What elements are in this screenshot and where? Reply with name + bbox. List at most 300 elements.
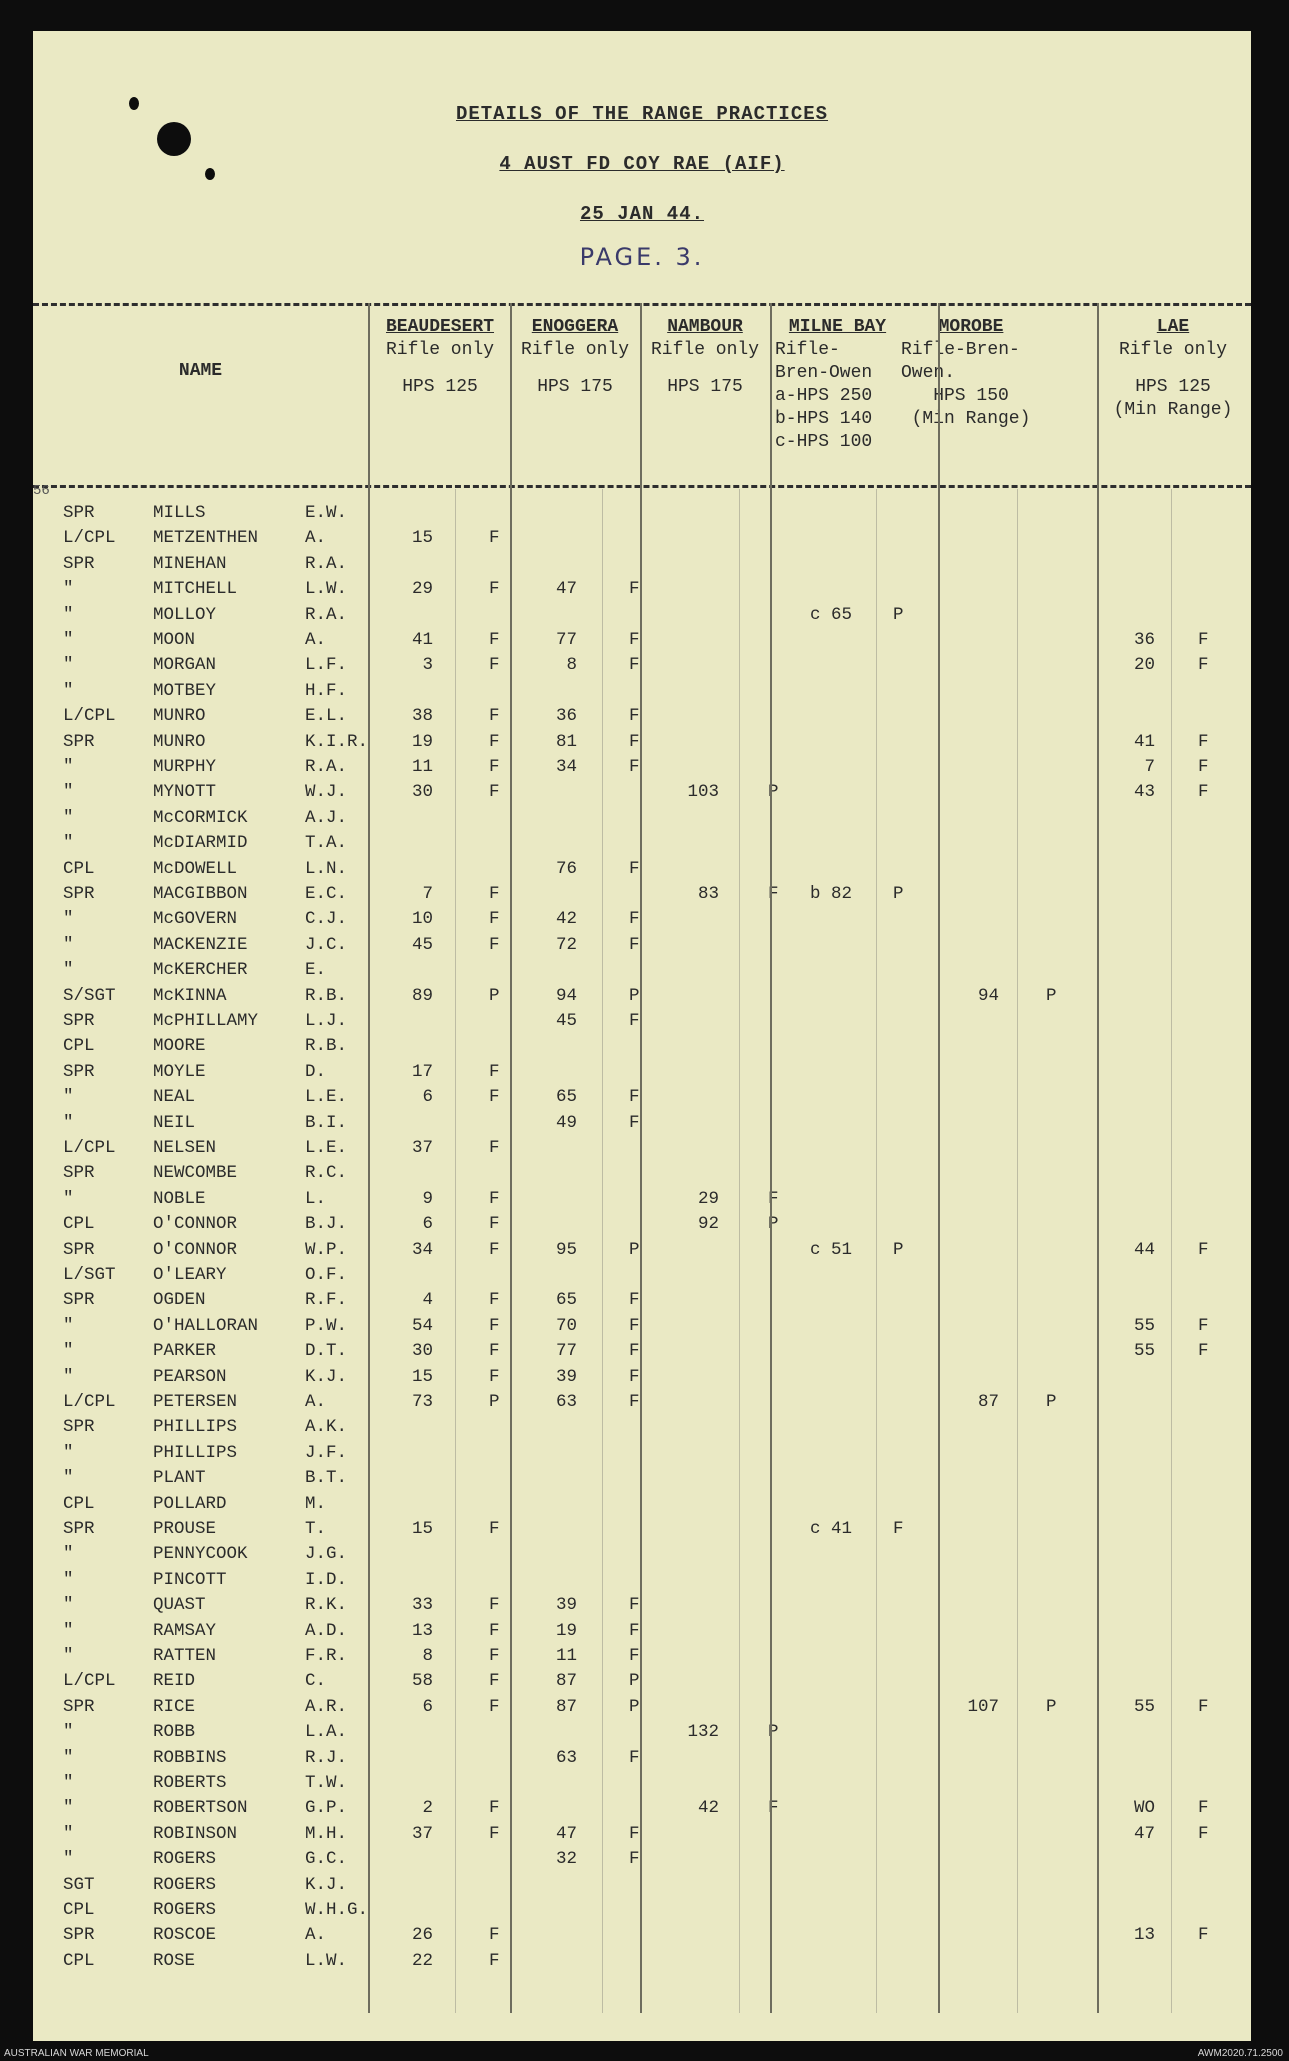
result-cell: F [629, 1290, 640, 1311]
result-cell: F [629, 1112, 640, 1133]
range-weapon: Rifle only [520, 340, 630, 360]
result-cell: F [1198, 1823, 1209, 1844]
initials-cell: W.J. [305, 782, 348, 803]
initials-cell: A.D. [305, 1620, 348, 1641]
table-row [33, 528, 1251, 553]
initials-cell: R.B. [305, 1036, 348, 1057]
result-cell: F [489, 1925, 500, 1946]
result-cell: F [489, 579, 500, 600]
initials-cell: L.A. [305, 1722, 348, 1743]
table-row [33, 1417, 1251, 1442]
result-cell: F [629, 757, 640, 777]
surname-cell: RAMSAY [153, 1620, 217, 1641]
table-row [33, 503, 1251, 528]
surname-cell: MYNOTT [153, 782, 217, 803]
score-cell: 63 [555, 1392, 577, 1412]
initials-cell: J.G. [305, 1544, 348, 1565]
result-cell: P [768, 1214, 779, 1235]
score-cell: 34 [555, 757, 577, 777]
initials-cell: M. [305, 1493, 327, 1514]
result-cell: F [768, 1188, 779, 1209]
result-cell: F [489, 1341, 500, 1362]
score-cell: 55 [1133, 1315, 1155, 1336]
table-row [33, 1875, 1251, 1900]
initials-cell: G.C. [305, 1849, 348, 1870]
rank-cell: " [63, 1188, 74, 1209]
result-cell: F [629, 706, 640, 727]
score-cell: 33 [411, 1595, 433, 1616]
surname-cell: QUAST [153, 1595, 206, 1616]
score-cell: 44 [1133, 1239, 1155, 1260]
score-cell: 55 [1133, 1696, 1155, 1717]
score-cell: 19 [411, 731, 433, 752]
score-cell: 9 [422, 1188, 433, 1209]
range-hps: HPS 175 [667, 377, 743, 397]
score-cell: 94 [977, 985, 999, 1006]
initials-cell: A.J. [305, 807, 348, 828]
range-weapon: Rifle-Bren- Owen. [901, 340, 1020, 383]
rank-cell: SPR [63, 1290, 95, 1311]
result-cell: F [489, 1087, 500, 1108]
page-number: PAGE. 3. [579, 243, 705, 271]
table-row [33, 1443, 1251, 1468]
sub-column-divider [1017, 489, 1018, 2013]
surname-cell: PHILLIPS [153, 1417, 238, 1438]
surname-cell: NOBLE [153, 1188, 206, 1209]
score-cell: 8 [422, 1646, 433, 1666]
surname-cell: ROSCOE [153, 1925, 217, 1946]
score-cell: 89 [411, 985, 433, 1006]
table-row [33, 1595, 1251, 1620]
initials-cell: R.C. [305, 1163, 348, 1184]
score-cell: 63 [555, 1747, 577, 1768]
score-cell: 38 [411, 706, 433, 727]
range-location: MILNE BAY [788, 317, 887, 337]
initials-cell: E.W. [305, 503, 348, 523]
score-cell: 29 [697, 1188, 719, 1209]
score-cell: c 41 [810, 1519, 853, 1539]
surname-cell: MUNRO [153, 731, 206, 752]
score-cell: 41 [411, 630, 433, 650]
score-cell: 8 [566, 655, 577, 676]
table-row [33, 1036, 1251, 1061]
table-row [33, 1189, 1251, 1214]
result-cell: F [489, 757, 500, 777]
result-cell: F [629, 579, 640, 600]
table-row [33, 1570, 1251, 1595]
result-cell: F [629, 1315, 640, 1336]
surname-cell: ROGERS [153, 1849, 217, 1870]
result-cell: F [629, 1087, 640, 1108]
result-cell: F [489, 1620, 500, 1641]
rank-cell: " [63, 1646, 74, 1666]
initials-cell: H.F. [305, 680, 348, 701]
result-cell: F [489, 1315, 500, 1336]
score-cell: 76 [555, 858, 577, 879]
table-row [33, 1011, 1251, 1036]
surname-cell: O'LEARY [153, 1265, 227, 1285]
range-hps: HPS 125 (Min Range) [1113, 377, 1233, 420]
score-cell: 92 [697, 1214, 719, 1235]
rank-cell: SPR [63, 1519, 95, 1539]
surname-cell: ROBERTS [153, 1773, 227, 1793]
initials-cell: E.C. [305, 884, 348, 904]
score-cell: 29 [411, 579, 433, 600]
score-cell: 15 [411, 1366, 433, 1387]
surname-cell: MOLLOY [153, 604, 217, 625]
surname-cell: McDOWELL [153, 858, 238, 879]
score-cell: 7 [422, 884, 433, 904]
score-cell: 36 [555, 706, 577, 727]
initials-cell: O.F. [305, 1265, 348, 1285]
result-cell: F [1198, 655, 1209, 676]
range-location: BEAUDESERT [385, 317, 495, 337]
score-cell: 11 [411, 757, 433, 777]
initials-cell: G.P. [305, 1798, 348, 1819]
result-cell: F [489, 1519, 500, 1539]
column-header-lae [1097, 316, 1249, 422]
result-cell: F [489, 1290, 500, 1311]
punch-hole [157, 122, 191, 156]
rank-cell: L/CPL [63, 706, 116, 727]
surname-cell: MOORE [153, 1036, 206, 1057]
surname-cell: McKERCHER [153, 960, 248, 981]
rank-cell: " [63, 1823, 74, 1844]
result-cell: F [1198, 1696, 1209, 1717]
score-cell: 22 [411, 1950, 433, 1971]
initials-cell: R.F. [305, 1290, 348, 1311]
score-cell: 65 [555, 1087, 577, 1108]
initials-cell: J.F. [305, 1442, 348, 1463]
result-cell: P [1046, 1392, 1057, 1412]
surname-cell: McDIARMID [153, 833, 248, 854]
table-row [33, 1621, 1251, 1646]
result-cell: F [629, 1392, 640, 1412]
surname-cell: POLLARD [153, 1493, 227, 1514]
result-cell: F [629, 909, 640, 930]
table-row [33, 1113, 1251, 1138]
score-cell: 2 [422, 1798, 433, 1819]
column-divider [368, 303, 370, 2013]
rank-cell: L/CPL [63, 1671, 116, 1692]
table-row [33, 833, 1251, 858]
rank-cell: " [63, 1773, 74, 1793]
initials-cell: B.J. [305, 1214, 348, 1235]
table-row [33, 986, 1251, 1011]
initials-cell: I.D. [305, 1569, 348, 1590]
column-header-enoggera [510, 316, 640, 399]
surname-cell: PARKER [153, 1341, 217, 1362]
result-cell: F [489, 630, 500, 650]
result-cell: F [489, 934, 500, 955]
result-cell: F [629, 1646, 640, 1666]
rank-cell: " [63, 604, 74, 625]
result-cell: F [489, 706, 500, 727]
range-weapon: Rifle only [385, 340, 495, 360]
result-cell: F [893, 1519, 904, 1539]
rank-cell: " [63, 1442, 74, 1463]
table-row [33, 554, 1251, 579]
result-cell: F [629, 1849, 640, 1870]
range-weapon: Rifle only [1118, 340, 1228, 360]
surname-cell: McGOVERN [153, 909, 238, 930]
score-cell: 37 [411, 1823, 433, 1844]
table-row [33, 579, 1251, 604]
result-cell: F [489, 1798, 500, 1819]
result-cell: F [629, 1341, 640, 1362]
result-cell: P [893, 884, 904, 904]
initials-cell: T.A. [305, 833, 348, 854]
surname-cell: McPHILLAMY [153, 1011, 259, 1031]
rank-cell: L/SGT [63, 1265, 116, 1285]
table-row [33, 808, 1251, 833]
result-cell: P [489, 1392, 500, 1412]
table-row [33, 732, 1251, 757]
score-cell: 70 [555, 1315, 577, 1336]
result-cell: P [893, 1239, 904, 1260]
score-cell: 20 [1133, 655, 1155, 676]
column-divider [640, 303, 642, 2013]
table-row [33, 1671, 1251, 1696]
initials-cell: A. [305, 1392, 327, 1412]
result-cell: F [489, 1646, 500, 1666]
score-cell: 58 [411, 1671, 433, 1692]
table-row [33, 1087, 1251, 1112]
result-cell: F [489, 1671, 500, 1692]
initials-cell: M.H. [305, 1823, 348, 1844]
score-cell: 94 [555, 985, 577, 1006]
initials-cell: W.P. [305, 1239, 348, 1260]
range-location: MOROBE [938, 317, 1004, 337]
initials-cell: E. [305, 960, 327, 981]
table-row [33, 935, 1251, 960]
range-weapon: Rifle- Bren-Owen [775, 340, 873, 383]
score-cell: 42 [555, 909, 577, 930]
result-cell: F [629, 858, 640, 879]
score-cell: 54 [411, 1315, 433, 1336]
score-cell: 42 [697, 1798, 719, 1819]
score-cell: 72 [555, 934, 577, 955]
surname-cell: RICE [153, 1696, 196, 1717]
score-cell: 15 [411, 1519, 433, 1539]
score-cell: 107 [967, 1696, 999, 1717]
sub-column-divider [1171, 489, 1172, 2013]
result-cell: P [629, 985, 640, 1006]
result-cell: F [629, 1595, 640, 1616]
rank-cell: " [63, 630, 74, 650]
rank-cell: " [63, 909, 74, 930]
score-cell: 77 [555, 1341, 577, 1362]
rank-cell: SPR [63, 503, 95, 523]
column-header-milne-bay [770, 316, 900, 454]
score-cell: 39 [555, 1595, 577, 1616]
surname-cell: O'HALLORAN [153, 1315, 259, 1336]
rank-cell: CPL [63, 858, 95, 879]
score-cell: 4 [422, 1290, 433, 1311]
initials-cell: R.B. [305, 985, 348, 1006]
surname-cell: McKINNA [153, 985, 227, 1006]
column-header-name: NAME [178, 361, 223, 381]
score-cell: 73 [411, 1392, 433, 1412]
table-row [33, 1798, 1251, 1823]
score-cell: 47 [555, 1823, 577, 1844]
score-cell: 87 [977, 1392, 999, 1412]
rank-cell: " [63, 1747, 74, 1768]
rank-cell: SPR [63, 1417, 95, 1438]
result-cell: P [629, 1239, 640, 1260]
surname-cell: MUNRO [153, 706, 206, 727]
initials-cell: D.T. [305, 1341, 348, 1362]
score-cell: 81 [555, 731, 577, 752]
rank-cell: " [63, 807, 74, 828]
result-cell: F [1198, 757, 1209, 777]
surname-cell: ROGERS [153, 1874, 217, 1895]
table-row [33, 884, 1251, 909]
rank-cell: CPL [63, 1950, 95, 1971]
rank-cell: SPR [63, 1925, 95, 1946]
table-row [33, 1468, 1251, 1493]
initials-cell: F.R. [305, 1646, 348, 1666]
initials-cell: E.L. [305, 706, 348, 727]
score-cell: 65 [555, 1290, 577, 1311]
surname-cell: NEAL [153, 1087, 196, 1108]
document-page [33, 31, 1251, 2041]
result-cell: F [489, 1061, 500, 1082]
surname-cell: NEWCOMBE [153, 1163, 238, 1184]
result-cell: P [629, 1696, 640, 1717]
result-cell: P [1046, 985, 1057, 1006]
initials-cell: L.E. [305, 1138, 348, 1158]
rank-cell: SPR [63, 884, 95, 904]
rank-cell: CPL [63, 1493, 95, 1514]
table-row [33, 1062, 1251, 1087]
result-cell: P [1046, 1696, 1057, 1717]
result-cell: F [489, 1823, 500, 1844]
range-weapon: Rifle only [650, 340, 760, 360]
initials-cell: R.K. [305, 1595, 348, 1616]
surname-cell: PHILLIPS [153, 1442, 238, 1463]
table-row [33, 1163, 1251, 1188]
result-cell: F [1198, 782, 1209, 803]
archive-credit: AUSTRALIAN WAR MEMORIAL [4, 2048, 149, 2059]
rank-cell: S/SGT [63, 985, 116, 1006]
rank-cell: " [63, 1468, 74, 1489]
archive-reference: AWM2020.71.2500 [1197, 2048, 1283, 2059]
table-row [33, 1494, 1251, 1519]
result-cell: F [489, 655, 500, 676]
initials-cell: L.N. [305, 858, 348, 879]
rank-cell: " [63, 1798, 74, 1819]
result-cell: F [489, 1595, 500, 1616]
rank-cell: " [63, 1722, 74, 1743]
initials-cell: R.J. [305, 1747, 348, 1768]
range-hps: HPS 150 (Min Range) [911, 386, 1031, 429]
initials-cell: T.W. [305, 1773, 348, 1793]
rank-cell: SPR [63, 1061, 95, 1082]
result-cell: F [768, 884, 779, 904]
column-header-nambour [640, 316, 770, 399]
result-cell: F [629, 1823, 640, 1844]
score-cell: 47 [555, 579, 577, 600]
table-row [33, 1849, 1251, 1874]
score-cell: 6 [422, 1696, 433, 1717]
result-cell: F [629, 934, 640, 955]
result-cell: F [489, 1138, 500, 1158]
initials-cell: C.J. [305, 909, 348, 930]
table-row [33, 1951, 1251, 1976]
result-cell: P [768, 1722, 779, 1743]
table-row [33, 1925, 1251, 1950]
score-cell: 83 [697, 884, 719, 904]
rank-cell: SPR [63, 1239, 95, 1260]
surname-cell: ROBINSON [153, 1823, 238, 1844]
initials-cell: R.A. [305, 757, 348, 777]
result-cell: F [1198, 1925, 1209, 1946]
table-row [33, 1316, 1251, 1341]
score-cell: 3 [422, 655, 433, 676]
rank-cell: SPR [63, 1011, 95, 1031]
result-cell: P [768, 782, 779, 803]
initials-cell: K.J. [305, 1874, 348, 1895]
initials-cell: W.H.G. [305, 1900, 369, 1920]
range-hps: a-HPS 250 b-HPS 140 c-HPS 100 [775, 386, 873, 452]
result-cell: F [489, 528, 500, 549]
result-cell: F [489, 1696, 500, 1717]
header-bottom-rule [33, 485, 1251, 488]
rank-cell: " [63, 1569, 74, 1590]
table-row [33, 1519, 1251, 1544]
table-row [33, 960, 1251, 985]
result-cell: P [489, 985, 500, 1006]
range-hps: HPS 175 [537, 377, 613, 397]
rank-cell: " [63, 680, 74, 701]
score-cell: WO [1133, 1798, 1155, 1819]
result-cell: F [629, 630, 640, 650]
table-row [33, 1138, 1251, 1163]
result-cell: F [489, 1366, 500, 1387]
initials-cell: R.A. [305, 553, 348, 574]
initials-cell: K.I.R. [305, 731, 369, 752]
score-cell: 26 [411, 1925, 433, 1946]
result-cell: F [1198, 1239, 1209, 1260]
initials-cell: D. [305, 1061, 327, 1082]
table-row [33, 1544, 1251, 1569]
initials-cell: P.W. [305, 1315, 348, 1336]
initials-cell: J.C. [305, 934, 348, 955]
unit-name: 4 AUST FD COY RAE (AIF) [499, 153, 785, 175]
result-cell: F [1198, 1798, 1209, 1819]
surname-cell: ROBBINS [153, 1747, 227, 1768]
initials-cell: L.E. [305, 1087, 348, 1108]
rank-cell: " [63, 1366, 74, 1387]
result-cell: F [629, 731, 640, 752]
table-row [33, 706, 1251, 731]
rank-cell: L/CPL [63, 1392, 116, 1412]
score-cell: 6 [422, 1214, 433, 1235]
rank-cell: " [63, 1341, 74, 1362]
rank-cell: " [63, 1112, 74, 1133]
result-cell: F [1198, 1315, 1209, 1336]
result-cell: F [489, 909, 500, 930]
result-cell: F [629, 1011, 640, 1031]
rank-cell: " [63, 833, 74, 854]
score-cell: 17 [411, 1061, 433, 1082]
initials-cell: A. [305, 630, 327, 650]
table-row [33, 757, 1251, 782]
surname-cell: McCORMICK [153, 807, 248, 828]
score-cell: 11 [555, 1646, 577, 1666]
initials-cell: L. [305, 1188, 327, 1209]
